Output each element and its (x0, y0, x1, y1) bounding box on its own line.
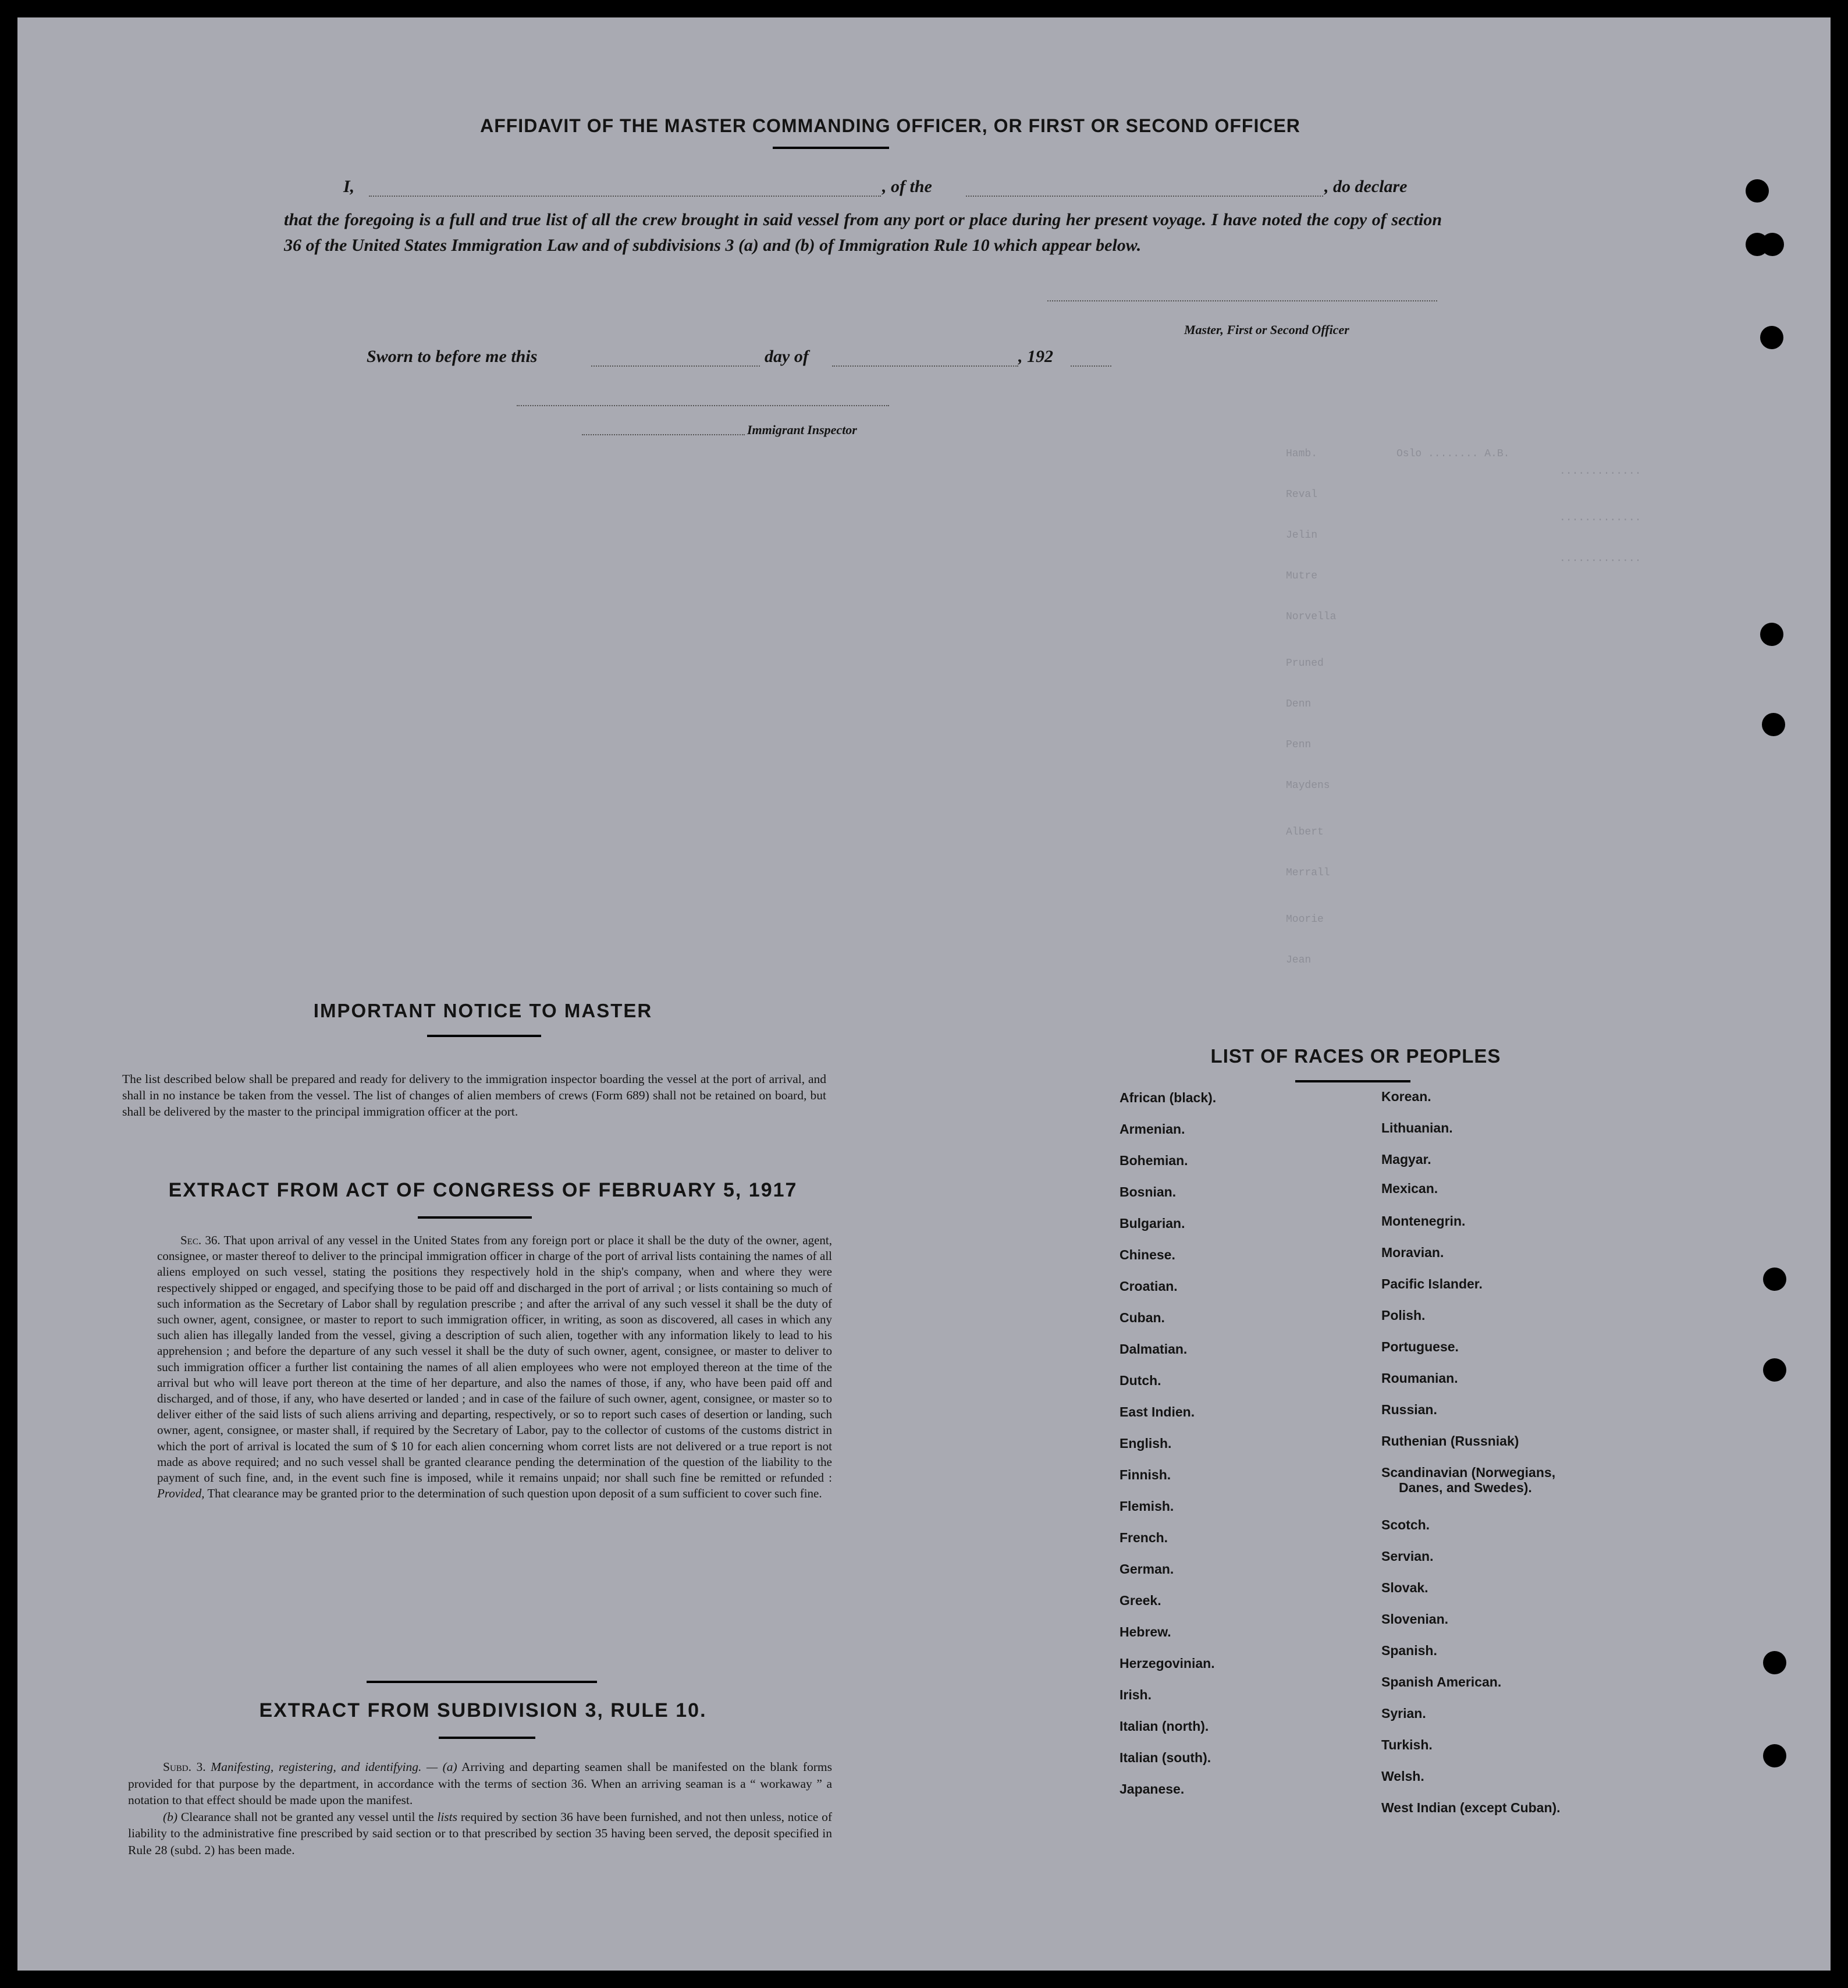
sworn-year-blank[interactable] (1071, 365, 1111, 367)
race-item: Russian. (1381, 1402, 1437, 1417)
race-item: French. (1120, 1530, 1168, 1545)
affidavit-i-label: I, (343, 177, 355, 196)
inspector-signature-line-2[interactable] (582, 434, 745, 435)
para-b-text-1: Clearance shall not be granted any vessel until the (180, 1809, 434, 1824)
section-36-label: Sec. 36. (180, 1233, 221, 1247)
races-title-rule (1295, 1080, 1410, 1082)
master-signature-label: Master, First or Second Officer (1184, 322, 1349, 337)
affidavit-title-rule (773, 147, 889, 149)
race-item: Magyar. (1381, 1152, 1431, 1167)
race-item: Dalmatian. (1120, 1341, 1188, 1357)
master-signature-line[interactable] (1047, 300, 1437, 301)
punch-hole (1760, 326, 1783, 349)
punch-hole (1760, 623, 1783, 646)
para-a-text: Arriving and departing seamen shall be manifested on the blank forms provided for that purpose by the department, in accordance with the terms of section 36. When an arriving seaman is a “ workaway ” a notation to that effect should be made upon the manifest. (128, 1760, 832, 1807)
punch-hole (1761, 233, 1784, 256)
extract-rule-rule (439, 1737, 535, 1739)
race-item: Japanese. (1120, 1781, 1185, 1797)
race-item: Turkish. (1381, 1737, 1433, 1752)
vessel-blank[interactable] (966, 196, 1323, 197)
sworn-month-blank[interactable] (832, 365, 1018, 367)
race-item: Bohemian. (1120, 1153, 1188, 1168)
punch-hole (1763, 1651, 1786, 1674)
extract-act-title: EXTRACT FROM ACT OF CONGRESS OF FEBRUARY 5, 1917 (168, 1179, 798, 1201)
subdivision-para-b (128, 1809, 832, 1859)
race-item: Italian (south). (1120, 1750, 1211, 1765)
race-item: Hebrew. (1120, 1624, 1171, 1639)
notice-text: The list described below shall be prepared and ready for delivery to the immigration inspector boarding the vessel at the port of arrival, and shall in no instance be taken from the vessel. The list of changes of alien members of crews (Form 689) shall not be retained on board, but shall be delivered by the master to the principal immigration officer at the port. (122, 1072, 826, 1119)
race-item: Greek. (1120, 1593, 1161, 1608)
punch-hole (1763, 1268, 1786, 1291)
punch-hole (1763, 1744, 1786, 1767)
race-item: West Indian (except Cuban). (1381, 1800, 1561, 1815)
race-item: Croatian. (1120, 1279, 1178, 1294)
race-item: Montenegrin. (1381, 1213, 1466, 1229)
para-b-lists: lists (437, 1809, 457, 1824)
affidavit-paragraph: that the foregoing is a full and true list of all the crew brought in said vessel from any port or place during her present voyage. I have noted the copy of section 36 of the United States Immigration Law and of subdivisions 3 (a) and (b) of Immigration Rule 10 which appear below. (284, 210, 1442, 255)
subd-heading: Manifesting, registering, and identifying. (211, 1760, 422, 1774)
section-36-body: That upon arrival of any vessel in the United States from any foreign port or place it shall be the duty of the owner, agent, consignee, or master thereof to deliver to the principal immigration officer in charge of the port of arrival lists containing the names of all aliens employed on such vessel, stating the positions they respectively hold in the ship's company, when and where they were respectively shipped or engaged, and specifying those to be paid off and discharged in the port of arrival ; or lists containing so much of such information as the Secretary of Labor shall by regulation prescribe ; and after the arrival of any such vessel it shall be the duty of such owner, agent, consignee, or master to report to such immigration officer, in writing, as soon as discovered, all cases in which any such alien has illegally landed from the vessel, giving a description of such alien, together with any information likely to lead to his apprehension ; and before the departure of any such vessel it shall be the duty of such owner, agent, consignee, or master to deliver to such immigration officer a further list containing the names of all alien employees who were not employed thereon at the time of the arrival but who will leave port thereon at the time of her departure, and also the names of those, if any, who have been paid off and discharged, and of those, if any, who have deserted or landed ; and in case of the failure of such owner, agent, consignee, or master so to deliver either of the said lists of such aliens arriving and departing, respectively, or so to report such cases of desertion or landing, such owner, agent, consignee, or master shall, if required by the Secretary of Labor, pay to the collector of customs of the customs district in which the port of arrival is located the sum of $ 10 for each alien concerning whom corret lists are not delivered or a true report is not made as above required; and no such vessel shall be granted clearance pending the determination of the question of the liability to the payment of such fine, and, in the event such fine is imposed, while it remains unpaid; nor shall such fine be remitted or refunded : (157, 1233, 832, 1485)
race-item: Finnish. (1120, 1467, 1171, 1482)
sworn-day-of: day of (765, 347, 809, 366)
race-item: Syrian. (1381, 1706, 1426, 1721)
para-b-marker: (b) (163, 1809, 178, 1824)
race-item: Servian. (1381, 1549, 1434, 1564)
subd-label: Subd. 3. (163, 1760, 206, 1774)
race-item: Slovenian. (1381, 1611, 1449, 1627)
punch-hole (1746, 179, 1769, 203)
race-item: Mexican. (1381, 1181, 1438, 1196)
race-item: Danes, and Swedes). (1399, 1480, 1532, 1495)
race-item: Moravian. (1381, 1245, 1444, 1260)
race-item: African (black). (1120, 1090, 1217, 1105)
race-item: Herzegovinian. (1120, 1656, 1215, 1671)
race-item: Bulgarian. (1120, 1216, 1185, 1231)
race-item: Roumanian. (1381, 1371, 1458, 1386)
sworn-prefix: Sworn to before me this (367, 347, 538, 366)
race-item: Cuban. (1120, 1310, 1165, 1325)
race-item: Scandinavian (Norwegians, (1381, 1465, 1556, 1480)
extract-act-rule (418, 1216, 532, 1219)
extract-rule-top-rule (367, 1681, 597, 1683)
affidavit-title: AFFIDAVIT OF THE MASTER COMMANDING OFFICER, OR FIRST OR SECOND OFFICER (480, 115, 1300, 136)
race-item: Irish. (1120, 1687, 1152, 1702)
sworn-year: , 192 (1018, 347, 1053, 366)
race-item: Bosnian. (1120, 1184, 1177, 1199)
document-page: Hamb. Oslo ........ A.B. Reval Jelin Mutre Norvella Pruned Denn Penn Maydens Albert Merrall Moorie Jean ............. ............. ............. AFFIDAVIT OF THE MASTER COMMANDING OFFICER, OR FIRST OR SECOND OFFICER I, , of the , do declare that the foregoing is a full and true list of all the crew brought in said vessel from any port or place during her present voyage. I have noted the copy of section 36 of the United States Immigration Law and of subdivisions 3 (a) and (b) of Immigration Rule 10 which appear below. Master, First or Second Officer Sworn to before me this day of , 192 Immigrant Inspector IMPORTANT NOTICE TO MASTER The list described below shall be prepared and ready for delivery to the immigration inspector boarding the vessel at the port of arrival, and shall in no instance be taken from the vessel. The list of changes of alien members of crews (Form 689) shall not be retained on board, but shall be delivered by the master to the principal immigration officer at the port. EXTRACT FROM ACT OF CONGRESS OF FEBRUARY 5, 1917 Sec. 36. That upon arrival of any vessel in the United States from any foreign port or place it shall be the duty of the owner, agent, consignee, or master thereof to deliver to the principal immigration officer in charge of the port of arrival lists containing the names of all aliens employed on such vessel, stating the positions they respectively hold in the ship's company, when and where they were respectively shipped or engaged, and specifying those to be paid off and discharged in the port of arrival ; or lists containing so much of such information as the Secretary of Labor shall by regulation prescribe ; and after the arrival of any such vessel it shall be the duty of such owner, agent, consignee, or master to report to such immigration officer, in writing, as soon as discovered, all cases in which any such alien has illegally landed from the vessel, giving a description of such alien, together with any information likely to lead to his apprehension ; and before the departure of any such vessel it shall be the duty of such owner, agent, consignee, or master to deliver to such immigration officer a further list containing the names of all alien employees who were not employed thereon at the time of the arrival but who will leave port thereon at the time of her departure, and also the names of those, if any, who have been paid off and discharged, and of those, if any, who have deserted or landed ; and in case of the failure of such owner, agent, consignee, or master so to deliver either of the said lists of such aliens arriving and departing, respectively, or so to report such cases of desertion or landing, such owner, agent, consignee, or master shall, if required by the Secretary of Labor, pay to the collector of customs of the customs district in which the port of arrival is located the sum of $ 10 for each alien concerning whom corret lists are not delivered or a true report is not made as above required; and no such vessel shall be granted clearance pending the determination of the question of the liability to the payment of such fine, and, in the event such fine is imposed, while it remains unpaid; nor shall such fine be remitted or refunded : Provided, That clearance may be granted prior to the determination of such question upon deposit of a sum sufficient to cover such fine. EXTRACT FROM SUBDIVISION 3, RULE 10. Subd. 3. Manifesting, registering, and identifying. — (a) Arriving and departing seamen shall be manifested on the blank forms provided for that purpose by the department, in accordance with the terms of section 36. When an arriving seaman is a “ workaway ” a notation to that effect should be made upon the manifest. (b) Clearance shall not be granted any vessel until the lists required by section 36 have been furnished, and not then unless, notice of liability to the administrative fine prescribed by said section or to that prescribed by section 35 having been served, the deposit specified in Rule 28 (subd. 2) has been made. LIST OF RACES OR PEOPLES African (black). Armenian. Bohemian. Bosnian. Bulgarian. Chinese. Croatian. Cuban. Dalmatian. Dutch. East Indien. English. Finnish. Flemish. French. German. Greek. Hebrew. Herzegovinian. Irish. Italian (north). Italian (south). Japanese. Korean. Lithuanian. Magyar. Mexican. Montenegrin. Moravian. Pacific Islander. Polish. Portuguese. Roumanian. Russian. Ruthenian (Russniak) Scandinavian (Norwegians, Danes, and Swedes). Scotch. Servian. Slovak. Slovenian. Spanish. Spanish American. Syrian. Turkish. Welsh. West Indian (except Cuban). (17, 17, 1831, 1971)
race-item: Welsh. (1381, 1769, 1424, 1784)
affidavit-do-declare-label: , do declare (1324, 177, 1408, 196)
provided-word: Provided, (157, 1486, 205, 1501)
race-item: Ruthenian (Russniak) (1381, 1433, 1519, 1449)
section-36-text (157, 1233, 832, 1501)
race-item: Portuguese. (1381, 1339, 1459, 1354)
inspector-signature-line[interactable] (517, 405, 889, 406)
sworn-day-blank[interactable] (591, 365, 760, 367)
race-item: East Indien. (1120, 1404, 1195, 1419)
race-item: Dutch. (1120, 1373, 1161, 1388)
subdivision-text (128, 1759, 832, 1858)
race-item: Slovak. (1381, 1580, 1428, 1595)
para-b-text-2: required by section 36 have been furnished, and not then unless, notice of liability to the administrative fine prescribed by said section or to that prescribed by section 35 having been served, the deposit specified in Rule 28 (subd. 2) has been made. (128, 1809, 833, 1857)
race-item: Armenian. (1120, 1121, 1185, 1137)
punch-hole (1763, 1358, 1786, 1382)
race-item: Chinese. (1120, 1247, 1175, 1262)
races-title: LIST OF RACES OR PEOPLES (1210, 1045, 1501, 1067)
race-item: German. (1120, 1561, 1174, 1577)
para-a-marker: — (a) (426, 1760, 457, 1774)
race-item: Polish. (1381, 1308, 1426, 1323)
affidavit-of-the-label: , of the (882, 177, 932, 196)
extract-rule-title: EXTRACT FROM SUBDIVISION 3, RULE 10. (259, 1699, 707, 1721)
race-item: Korean. (1381, 1089, 1431, 1104)
notice-title: IMPORTANT NOTICE TO MASTER (313, 1000, 653, 1021)
name-blank[interactable] (369, 196, 881, 197)
race-item: Spanish. (1381, 1643, 1437, 1658)
inspector-label: Immigrant Inspector (747, 423, 857, 437)
race-item: Pacific Islander. (1381, 1276, 1483, 1291)
race-item: Italian (north). (1120, 1719, 1209, 1734)
notice-title-rule (427, 1035, 541, 1037)
section-36-body-end: That clearance may be granted prior to the determination of such question upon deposit of a sum sufficient to cover such fine. (207, 1486, 822, 1501)
race-item: Spanish American. (1381, 1674, 1502, 1689)
race-item: Flemish. (1120, 1499, 1174, 1514)
race-item: Lithuanian. (1381, 1120, 1453, 1135)
punch-hole (1762, 713, 1785, 736)
race-item: English. (1120, 1436, 1172, 1451)
subdivision-para-a (128, 1759, 832, 1809)
race-item: Scotch. (1381, 1517, 1430, 1532)
